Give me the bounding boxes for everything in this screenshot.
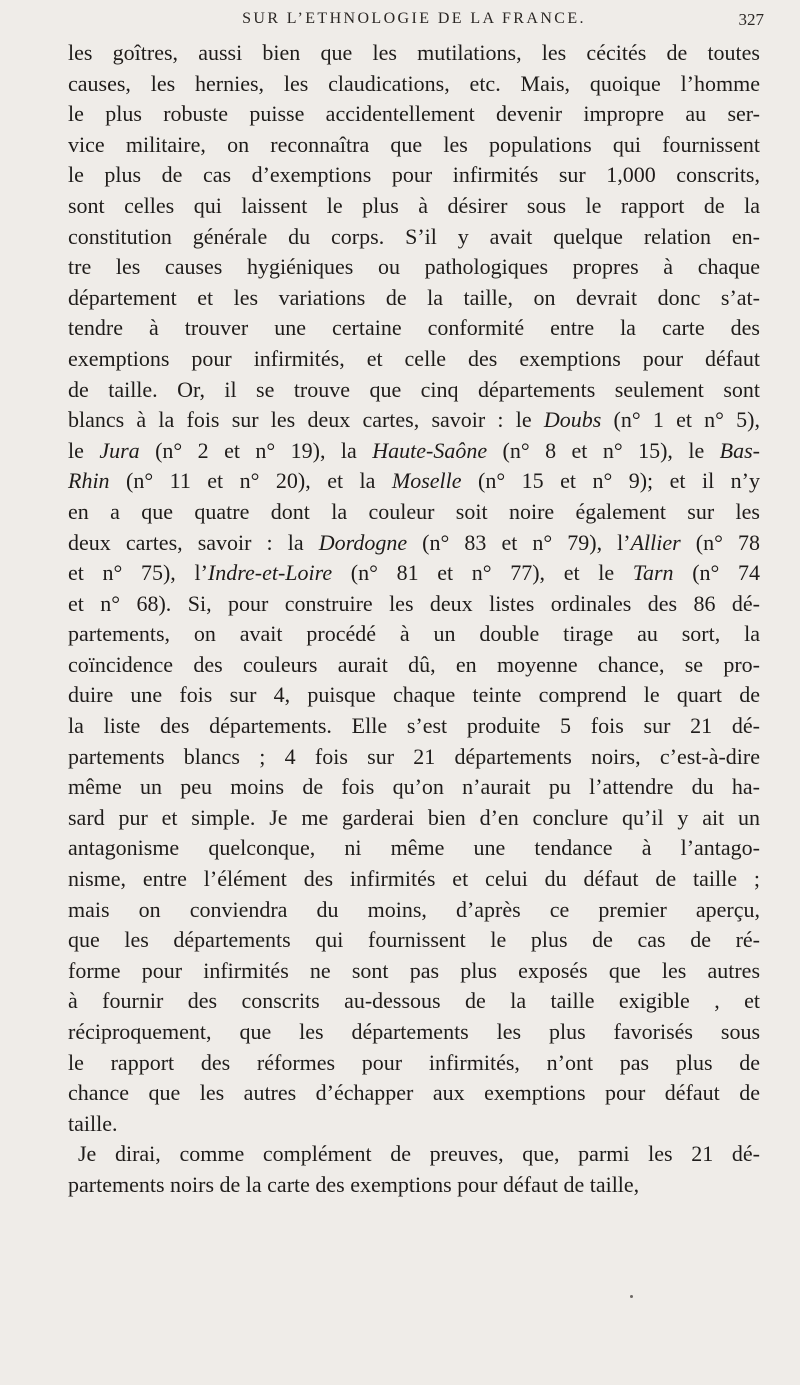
text-run: le plus de cas d’exemptions pour infirmités sur 1,000 conscrits, bbox=[68, 162, 760, 188]
text-line bbox=[68, 956, 760, 987]
text-run: (n° 15 et n° 9); et il n’y bbox=[461, 468, 761, 494]
text-line bbox=[68, 1048, 760, 1079]
text-run: sard pur et simple. Je me garderai bien d’en conclure qu’il y ait un bbox=[68, 804, 760, 830]
text-line bbox=[68, 528, 760, 559]
text-line bbox=[68, 558, 760, 589]
body-text bbox=[68, 38, 760, 1201]
text-line bbox=[68, 160, 760, 191]
text-run: en a que quatre dont la couleur soit noire également sur les bbox=[68, 498, 760, 524]
text-run: (n° 74 bbox=[673, 560, 760, 586]
text-run: sont celles qui laissent le plus à désirer sous le rapport de la bbox=[68, 192, 760, 218]
text-line bbox=[68, 436, 760, 467]
italic-term: Doubs bbox=[543, 407, 602, 433]
italic-term: Bas- bbox=[719, 437, 760, 463]
text-line bbox=[68, 99, 760, 130]
text-run: (n° 83 et n° 79), l’ bbox=[407, 529, 631, 555]
text-run: que les départements qui fournissent le plus de cas de ré- bbox=[68, 927, 760, 953]
text-line bbox=[68, 375, 760, 406]
text-run: le rapport des réformes pour infirmités, n’ont pas plus de bbox=[68, 1049, 760, 1075]
text-run: antagonisme quelconque, ni même une tendance à l’antago- bbox=[68, 835, 760, 861]
text-run: duire une fois sur 4, puisque chaque teinte comprend le quart de bbox=[68, 682, 760, 708]
text-line bbox=[68, 1139, 760, 1170]
text-run: (n° 1 et n° 5), bbox=[601, 407, 761, 433]
paragraph bbox=[68, 1139, 760, 1200]
text-run: (n° 78 bbox=[680, 529, 760, 555]
text-run: constitution générale du corps. S’il y avait quelque relation en- bbox=[68, 223, 760, 249]
text-run: (n° 11 et n° 20), et la bbox=[109, 468, 392, 494]
text-line bbox=[68, 1109, 760, 1140]
italic-term: Dordogne bbox=[318, 529, 408, 555]
running-header bbox=[68, 10, 764, 40]
text-run: deux cartes, savoir : la bbox=[68, 529, 319, 555]
text-line bbox=[68, 38, 760, 69]
text-run: coïncidence des couleurs aurait dû, en moyenne chance, se pro- bbox=[68, 651, 760, 677]
page-number: 327 bbox=[738, 10, 764, 29]
italic-term: Tarn bbox=[632, 560, 674, 586]
text-run: blancs à la fois sur les deux cartes, savoir : le bbox=[68, 407, 544, 433]
text-run: tre les causes hygiéniques ou pathologiques propres à chaque bbox=[68, 254, 760, 280]
text-run: même un peu moins de fois qu’on n’aurait pu l’attendre du ha- bbox=[68, 774, 760, 800]
text-run: (n° 8 et n° 15), le bbox=[487, 437, 720, 463]
text-line bbox=[68, 405, 760, 436]
text-line bbox=[68, 344, 760, 375]
text-run: les goîtres, aussi bien que les mutilations, les cécités de toutes bbox=[68, 40, 760, 65]
text-line bbox=[68, 895, 760, 926]
text-run: vice militaire, on reconnaîtra que les populations qui fournissent bbox=[68, 131, 760, 157]
text-run: à fournir des conscrits au-dessous de la taille exigible , et bbox=[68, 988, 760, 1014]
text-run: mais on conviendra du moins, d’après ce premier aperçu, bbox=[68, 896, 760, 922]
text-run: (n° 2 et n° 19), la bbox=[139, 437, 373, 463]
text-line bbox=[68, 711, 760, 742]
text-line bbox=[68, 772, 760, 803]
text-line bbox=[68, 925, 760, 956]
text-line bbox=[68, 619, 760, 650]
text-line bbox=[68, 252, 760, 283]
text-line bbox=[68, 803, 760, 834]
text-run: réciproquement, que les départements les plus favorisés sous bbox=[68, 1019, 760, 1044]
text-run: chance que les autres d’échapper aux exemptions pour défaut de bbox=[68, 1080, 760, 1106]
text-line bbox=[68, 742, 760, 773]
text-run: nisme, entre l’élément des infirmités et celui du défaut de taille ; bbox=[68, 866, 760, 892]
running-title: SUR L’ETHNOLOGIE DE LA FRANCE. bbox=[242, 10, 586, 27]
text-run: exemptions pour infirmités, et celle des exemptions pour défaut bbox=[68, 345, 760, 371]
text-run: (n° 81 et n° 77), et le bbox=[332, 560, 633, 586]
italic-term: Indre-et-Loire bbox=[207, 560, 333, 586]
text-line bbox=[68, 650, 760, 681]
text-line bbox=[68, 313, 760, 344]
text-run: forme pour infirmités ne sont pas plus exposés que les autres bbox=[68, 957, 760, 983]
text-line bbox=[68, 589, 760, 620]
text-run: taille. bbox=[68, 1110, 118, 1136]
text-line bbox=[68, 497, 760, 528]
text-run: partements noirs de la carte des exemptions pour défaut de taille, bbox=[68, 1171, 640, 1197]
text-line bbox=[68, 130, 760, 161]
text-line bbox=[68, 833, 760, 864]
paper-speck bbox=[630, 1295, 633, 1298]
text-run: département et les variations de la taille, on devrait donc s’at- bbox=[68, 284, 760, 310]
text-run: de taille. Or, il se trouve que cinq départements seulement sont bbox=[68, 376, 760, 402]
text-run: tendre à trouver une certaine conformité entre la carte des bbox=[68, 315, 760, 341]
italic-term: Jura bbox=[99, 437, 140, 463]
text-run: et n° 68). Si, pour construire les deux listes ordinales des 86 dé- bbox=[68, 590, 760, 616]
italic-term: Rhin bbox=[68, 468, 110, 494]
text-run: le bbox=[68, 437, 100, 463]
paragraph bbox=[68, 38, 760, 1139]
text-line bbox=[68, 864, 760, 895]
italic-term: Allier bbox=[630, 529, 681, 555]
text-line bbox=[68, 222, 760, 253]
text-run: partements blancs ; 4 fois sur 21 départements noirs, c’est-à-dire bbox=[68, 743, 760, 769]
text-run: et n° 75), l’ bbox=[68, 560, 208, 586]
italic-term: Moselle bbox=[391, 468, 462, 494]
text-line bbox=[68, 1078, 760, 1109]
text-run: partements, on avait procédé à un double tirage au sort, la bbox=[68, 621, 760, 647]
text-line bbox=[68, 191, 760, 222]
italic-term: Haute-Saône bbox=[372, 437, 488, 463]
text-run: causes, les hernies, les claudications, etc. Mais, quoique l’homme bbox=[68, 70, 760, 96]
text-run: le plus robuste puisse accidentellement devenir impropre au ser- bbox=[68, 101, 760, 127]
text-line bbox=[68, 986, 760, 1017]
text-line bbox=[68, 1170, 760, 1201]
text-run: Je dirai, comme complément de preuves, que, parmi les 21 dé- bbox=[78, 1141, 760, 1167]
text-line bbox=[68, 69, 760, 100]
text-line bbox=[68, 680, 760, 711]
text-line bbox=[68, 283, 760, 314]
text-line bbox=[68, 1017, 760, 1048]
text-run: la liste des départements. Elle s’est produite 5 fois sur 21 dé- bbox=[68, 713, 760, 739]
text-line bbox=[68, 466, 760, 497]
